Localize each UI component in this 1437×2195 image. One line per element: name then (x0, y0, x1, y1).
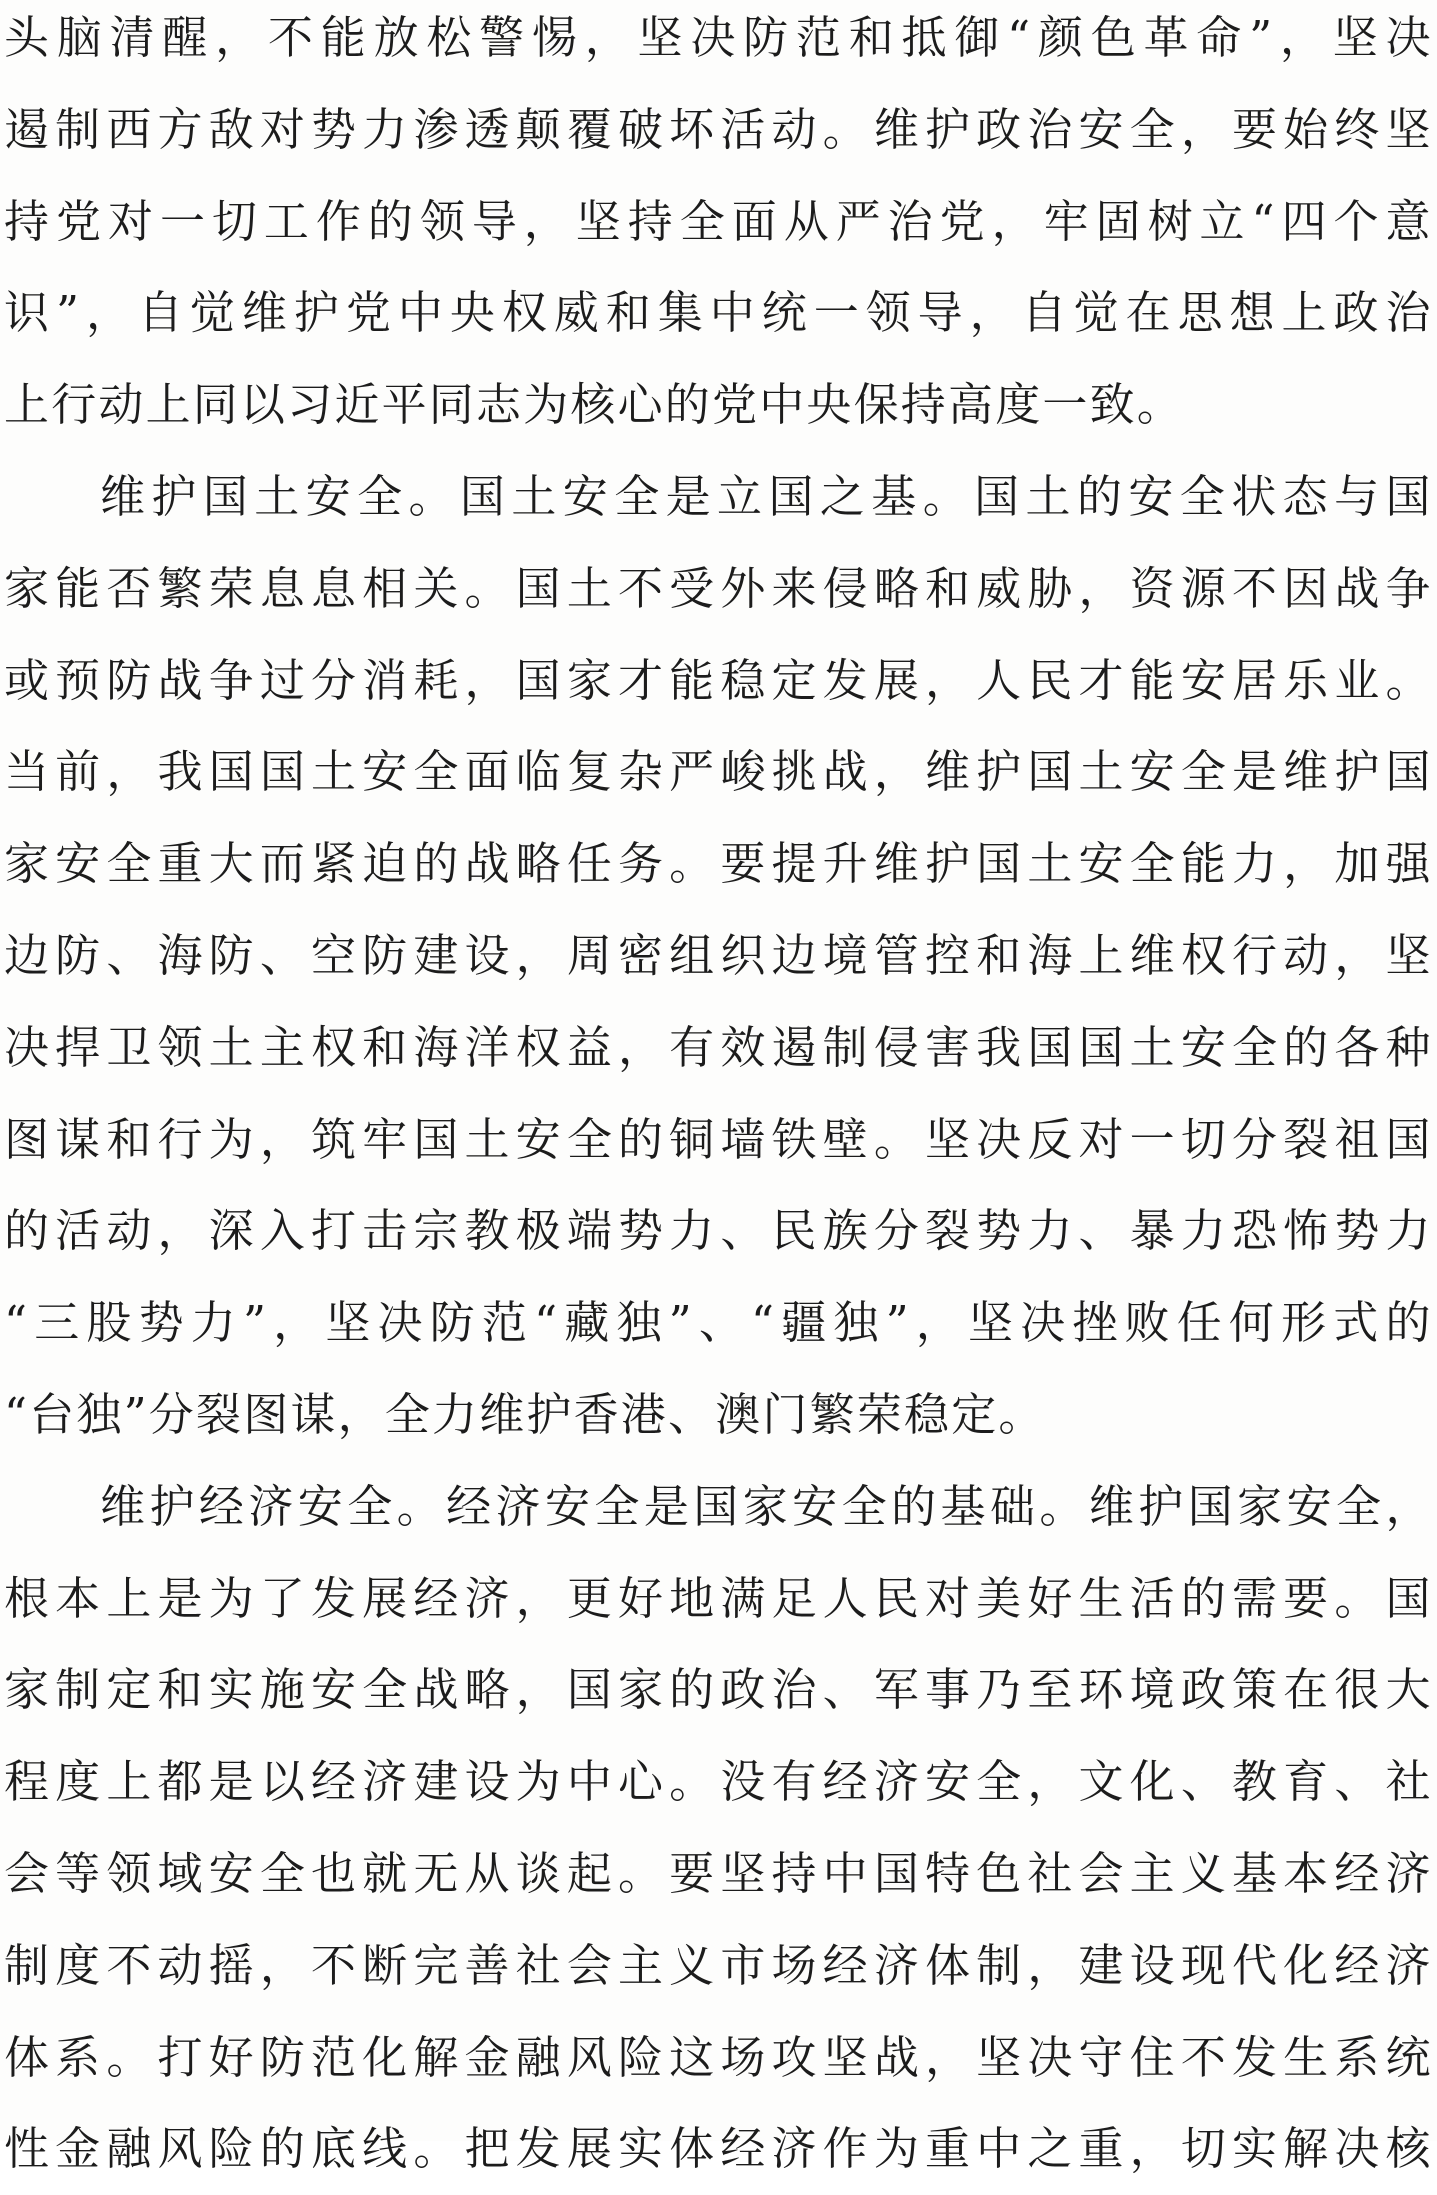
text-line: 体系。打好防范化解金融风险这场攻坚战，坚决守住不发生系统 (4, 2030, 1431, 2084)
text-line: 程度上都是以经济建设为中心。没有经济安全，文化、教育、社 (4, 1755, 1431, 1809)
text-line: 家制定和实施安全战略，国家的政治、军事乃至环境政策在很大 (4, 1663, 1431, 1717)
text-line: 边防、海防、空防建设，周密组织边境管控和海上维权行动，坚 (4, 928, 1431, 982)
text-line: 根本上是为了发展经济，更好地满足人民对美好生活的需要。国 (4, 1571, 1431, 1625)
text-line: 当前，我国国土安全面临复杂严峻挑战，维护国土安全是维护国 (4, 745, 1431, 799)
text-line: 制度不动摇，不断完善社会主义市场经济体制，建设现代化经济 (4, 1938, 1431, 1992)
text-line: 会等领域安全也就无从谈起。要坚持中国特色社会主义基本经济 (4, 1846, 1431, 1900)
text-line: 家能否繁荣息息相关。国土不受外来侵略和威胁，资源不因战争 (4, 561, 1431, 615)
text-line: 决捍卫领土主权和海洋权益，有效遏制侵害我国国土安全的各种 (4, 1020, 1431, 1074)
paragraph-end-line: “台独”分裂图谋，全力维护香港、澳门繁荣稳定。 (4, 1387, 1046, 1441)
text-line: 家安全重大而紧迫的战略任务。要提升维护国土安全能力，加强 (4, 837, 1431, 891)
paragraph-end-line: 上行动上同以习近平同志为核心的党中央保持高度一致。 (4, 378, 1185, 432)
text-line: 性金融风险的底线。把发展实体经济作为重中之重，切实解决核 (4, 2122, 1431, 2176)
text-line: 持党对一切工作的领导，坚持全面从严治党，牢固树立“四个意 (4, 194, 1431, 248)
text-line: 头脑清醒，不能放松警惕，坚决防范和抵御“颜色革命”，坚决 (4, 11, 1431, 64)
text-line: 的活动，深入打击宗教极端势力、民族分裂势力、暴力恐怖势力 (4, 1204, 1431, 1258)
text-line: 识”，自觉维护党中央权威和集中统一领导，自觉在思想上政治 (4, 286, 1431, 340)
text-line: 图谋和行为，筑牢国土安全的铜墙铁壁。坚决反对一切分裂祖国 (4, 1112, 1431, 1166)
text-line: “三股势力”，坚决防范“藏独”、“疆独”，坚决挫败任何形式的 (4, 1296, 1431, 1350)
paragraph-start-line: 维护经济安全。经济安全是国家安全的基础。维护国家安全， (100, 1479, 1431, 1533)
paragraph-start-line: 维护国土安全。国土安全是立国之基。国土的安全状态与国 (100, 469, 1431, 523)
text-line: 遏制西方敌对势力渗透颠覆破坏活动。维护政治安全，要始终坚 (4, 102, 1431, 156)
text-line: 或预防战争过分消耗，国家才能稳定发展，人民才能安居乐业。 (4, 653, 1431, 707)
